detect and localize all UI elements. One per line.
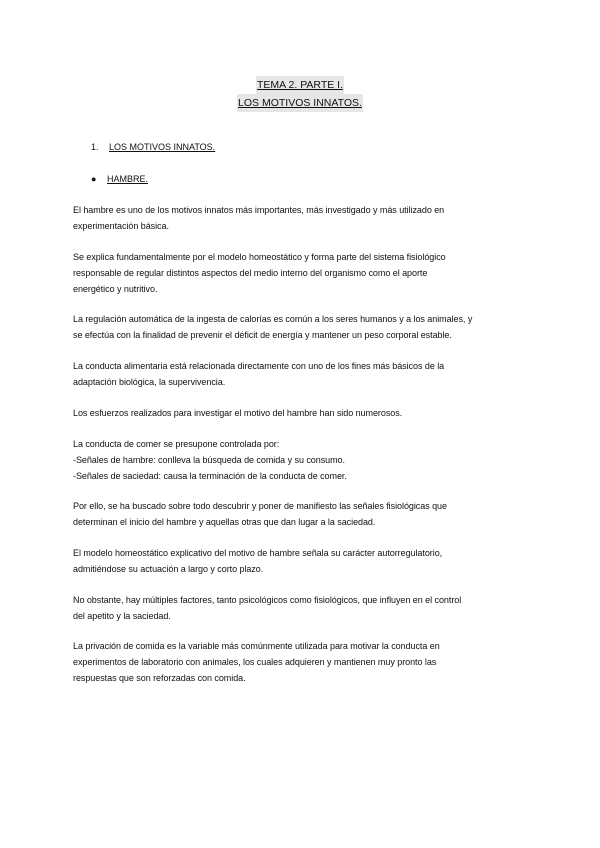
section-heading — [91, 142, 215, 152]
document-title — [0, 76, 600, 112]
paragraph-line: La privación de comida es la variable más comúnmente utilizada para motivar la conducta en — [73, 641, 440, 651]
paragraph-line: -Señales de hambre: conlleva la búsqueda de comida y su consumo. — [73, 455, 345, 465]
paragraph-line: El hambre es uno de los motivos innatos más importantes, más investigado y más utilizado en — [73, 205, 445, 215]
paragraph-line: experimentación básica. — [73, 221, 169, 231]
paragraph-line: La conducta de comer se presupone controlada por: — [73, 439, 280, 449]
paragraph-line: responsable de regular distintos aspectos del medio interno del organismo como el aporte — [73, 268, 428, 278]
paragraph-line: experimentos de laboratorio con animales, los cuales adquieren y mantienen muy pronto las — [73, 657, 437, 667]
paragraph-line: se efectúa con la finalidad de prevenir el déficit de energía y mantener un peso corporal estable. — [73, 330, 452, 340]
paragraph — [73, 405, 533, 421]
paragraph-line: adaptación biológica, la supervivencia. — [73, 377, 226, 387]
paragraph-line: La conducta alimentaria está relacionada directamente con uno de los fines más básicos de la — [73, 361, 445, 371]
paragraph-line: Se explica fundamentalmente por el modelo homeostático y forma parte del sistema fisiológico — [73, 252, 446, 262]
paragraph — [73, 592, 533, 624]
paragraph-line: -Señales de saciedad: causa la terminación de la conducta de comer. — [73, 471, 347, 481]
paragraph-line: energético y nutritivo. — [73, 284, 158, 294]
paragraph — [73, 311, 533, 343]
bullet-icon: ● — [91, 174, 97, 184]
paragraph — [73, 545, 533, 577]
paragraph — [73, 638, 533, 686]
paragraph-line: No obstante, hay múltiples factores, tanto psicológicos como fisiológicos, que influyen en el control — [73, 595, 462, 605]
paragraph-line: Los esfuerzos realizados para investigar el motivo del hambre han sido numerosos. — [73, 408, 403, 418]
section-number: 1. — [91, 142, 99, 152]
paragraph-line: admitiéndose su actuación a largo y corto plazo. — [73, 564, 264, 574]
paragraph-line: Por ello, se ha buscado sobre todo descubrir y poner de manifiesto las señales fisiológicas que — [73, 501, 447, 511]
title-line-1: TEMA 2. PARTE I. — [256, 76, 344, 94]
paragraph-line: determinan el inicio del hambre y aquellas otras que dan lugar a la saciedad. — [73, 517, 376, 527]
bullet-heading — [91, 174, 148, 184]
paragraph — [73, 436, 533, 484]
title-line-2: LOS MOTIVOS INNATOS. — [237, 94, 363, 112]
paragraph-line: La regulación automática de la ingesta de calorías es común a los seres humanos y a los animales, y — [73, 314, 473, 324]
bullet-title: HAMBRE. — [107, 174, 149, 184]
paragraph — [73, 202, 533, 234]
section-title: LOS MOTIVOS INNATOS. — [109, 142, 216, 152]
paragraph-line: del apetito y la saciedad. — [73, 611, 171, 621]
paragraph-line: El modelo homeostático explicativo del motivo de hambre señala su carácter autorregulatorio, — [73, 548, 443, 558]
paragraph — [73, 498, 533, 530]
paragraph — [73, 249, 533, 297]
paragraph — [73, 358, 533, 390]
paragraph-line: respuestas que son reforzadas con comida. — [73, 673, 246, 683]
